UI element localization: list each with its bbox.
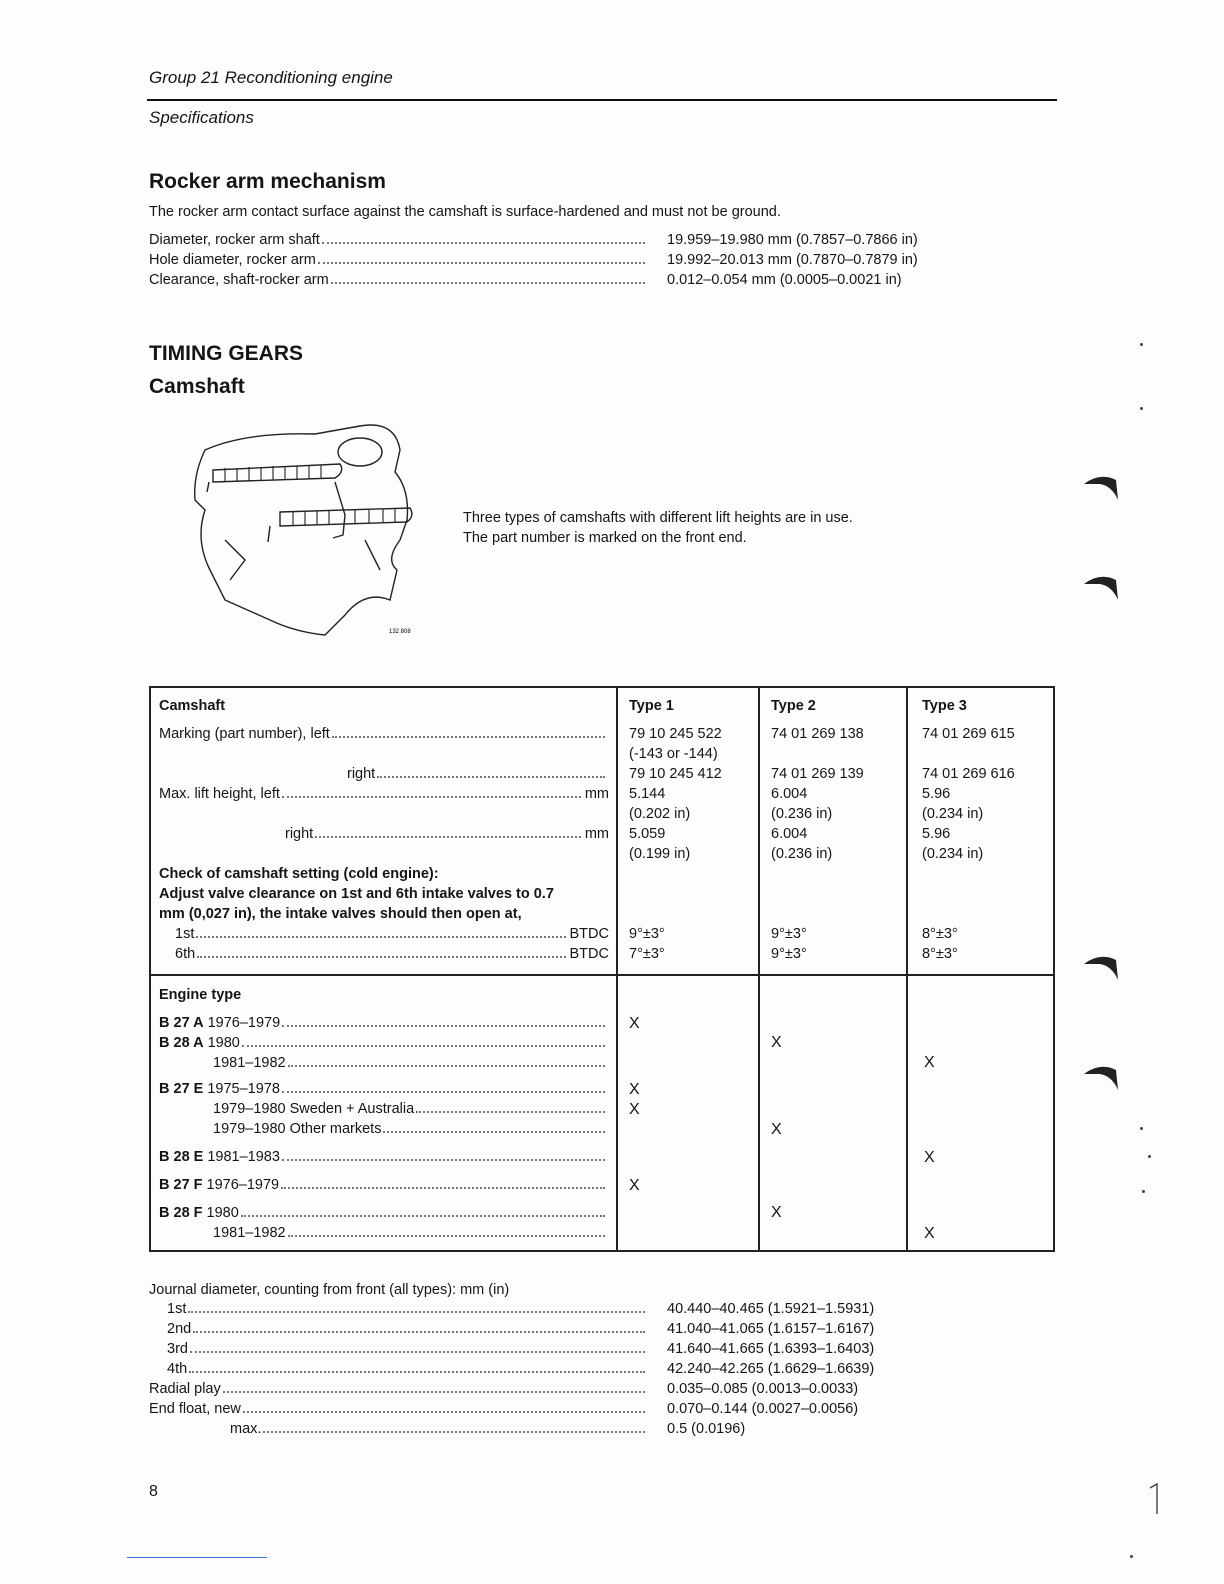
camshaft-heading: Camshaft xyxy=(149,375,245,398)
row-label: Max. lift height, left xyxy=(159,786,280,802)
engine-year: 1981–1982 xyxy=(213,1055,286,1071)
page-number: 8 xyxy=(149,1483,158,1500)
x-mark: X xyxy=(629,1177,640,1194)
spec-row xyxy=(149,1401,859,1421)
section-title: Specifications xyxy=(149,108,254,127)
footer-link-line xyxy=(127,1557,267,1558)
spec-row xyxy=(149,1341,875,1361)
rocker-spec-list xyxy=(149,232,918,292)
row-label: right xyxy=(347,766,376,782)
row-lift-left xyxy=(159,786,609,806)
lift-left-in-type1: (0.202 in) xyxy=(629,806,691,822)
camshaft-note-line2: The part number is marked on the front end. xyxy=(463,530,747,546)
spec-label: End float, new xyxy=(149,1401,241,1417)
engine-row xyxy=(213,1225,609,1245)
lift-left-type2: 6.004 xyxy=(771,786,808,802)
marking-right-type1: 79 10 245 412 xyxy=(629,766,722,782)
check-line3: mm (0,027 in), the intake valves should then open at, xyxy=(159,906,522,922)
engine-code: B 27 E xyxy=(159,1081,204,1097)
spec-row xyxy=(149,1321,875,1341)
spec-value: 19.992–20.013 mm (0.7870–0.7879 in) xyxy=(667,252,918,268)
col-header-type1: Type 1 xyxy=(629,698,674,714)
x-mark: X xyxy=(924,1225,935,1242)
spec-value: 42.240–42.265 (1.6629–1.6639) xyxy=(667,1361,875,1377)
x-mark: X xyxy=(629,1015,640,1032)
spec-row xyxy=(149,1361,875,1381)
engine-year: 1975–1978 xyxy=(207,1081,280,1097)
x-mark: X xyxy=(629,1101,640,1118)
timing-heading: TIMING GEARS xyxy=(149,342,304,365)
spec-value: 0.035–0.085 (0.0013–0.0033) xyxy=(667,1381,859,1397)
spec-row xyxy=(149,1421,746,1441)
marking-left-type3: 74 01 269 615 xyxy=(922,726,1015,742)
scan-speck xyxy=(1140,1127,1143,1130)
spec-value: 0.012–0.054 mm (0.0005–0.0021 in) xyxy=(667,272,902,288)
row-label: right xyxy=(285,826,314,842)
first-valve-type2: 9°±3° xyxy=(771,926,807,942)
lift-right-type3: 5.96 xyxy=(922,826,951,842)
row-first-valve xyxy=(175,926,609,946)
header-rule xyxy=(147,99,1057,101)
engine-row xyxy=(159,1035,609,1055)
lift-right-in-type3: (0.234 in) xyxy=(922,846,984,862)
spec-label: Clearance, shaft-rocker arm xyxy=(149,272,329,288)
spec-value: 0.070–0.144 (0.0027–0.0056) xyxy=(667,1401,859,1417)
rocker-heading: Rocker arm mechanism xyxy=(149,170,386,193)
engine-code: B 28 E xyxy=(159,1149,204,1165)
engine-row xyxy=(159,1177,609,1197)
figure-code: 132 808 xyxy=(389,629,411,635)
x-mark: X xyxy=(629,1081,640,1098)
engine-row xyxy=(159,1081,609,1101)
engine-year: 1980 xyxy=(206,1205,239,1221)
spec-label: Hole diameter, rocker arm xyxy=(149,252,316,268)
spec-label: Diameter, rocker arm shaft xyxy=(149,232,320,248)
first-valve-type1: 9°±3° xyxy=(629,926,665,942)
row-label: 6th xyxy=(175,946,196,962)
x-mark: X xyxy=(771,1034,782,1051)
sixth-valve-type2: 9°±3° xyxy=(771,946,807,962)
engine-code: B 28 A xyxy=(159,1035,204,1051)
journal-heading: Journal diameter, counting from front (all types): mm (in) xyxy=(149,1282,510,1298)
btdc-label: BTDC xyxy=(569,926,609,942)
group-title: Group 21 Reconditioning engine xyxy=(149,68,393,87)
scan-speck xyxy=(1130,1555,1133,1558)
col-header-type2: Type 2 xyxy=(771,698,816,714)
marking-left-type2: 74 01 269 138 xyxy=(771,726,864,742)
scan-speck xyxy=(1140,407,1143,410)
marking-right-type2: 74 01 269 139 xyxy=(771,766,864,782)
scan-speck xyxy=(1140,343,1143,346)
journal-spec-list xyxy=(149,1301,875,1441)
camshaft-note-line1: Three types of camshafts with different lift heights are in use. xyxy=(463,510,853,526)
spec-label: 1st xyxy=(167,1301,187,1317)
engine-code: B 27 F xyxy=(159,1177,203,1193)
row-marking-left xyxy=(159,726,609,746)
spec-label: Radial play xyxy=(149,1381,221,1397)
rocker-intro: The rocker arm contact surface against the camshaft is surface-hardened and must not be ground. xyxy=(149,204,781,220)
spec-value: 40.440–40.465 (1.5921–1.5931) xyxy=(667,1301,875,1317)
unit-label: mm xyxy=(584,826,609,842)
sixth-valve-type1: 7°±3° xyxy=(629,946,665,962)
engine-year: 1981–1982 xyxy=(213,1225,286,1241)
spec-row xyxy=(149,272,902,292)
engine-row xyxy=(213,1121,609,1141)
scan-speck xyxy=(1142,1190,1145,1193)
engine-row xyxy=(159,1015,609,1035)
btdc-label: BTDC xyxy=(569,946,609,962)
spec-label: max. xyxy=(230,1421,262,1437)
x-mark: X xyxy=(771,1204,782,1221)
scan-speck xyxy=(1148,1155,1151,1158)
unit-label: mm xyxy=(584,786,609,802)
engine-year: 1981–1983 xyxy=(207,1149,280,1165)
check-line1: Check of camshaft setting (cold engine): xyxy=(159,866,439,882)
spec-row xyxy=(149,1381,859,1401)
engine-row xyxy=(159,1205,609,1225)
engine-camshaft-illustration xyxy=(185,420,435,642)
marking-left-type1: 79 10 245 522 xyxy=(629,726,722,742)
engine-row xyxy=(213,1055,609,1075)
lift-left-in-type3: (0.234 in) xyxy=(922,806,984,822)
row-sixth-valve xyxy=(175,946,609,966)
engine-year: 1979–1980 Other markets xyxy=(213,1121,382,1137)
spec-row xyxy=(149,252,918,272)
x-mark: X xyxy=(924,1149,935,1166)
spec-value: 19.959–19.980 mm (0.7857–0.7866 in) xyxy=(667,232,918,248)
engine-code: B 27 A xyxy=(159,1015,204,1031)
marking-right-type3: 74 01 269 616 xyxy=(922,766,1015,782)
row-label: Marking (part number), left xyxy=(159,726,330,742)
spec-label: 4th xyxy=(167,1361,188,1377)
lift-right-in-type2: (0.236 in) xyxy=(771,846,833,862)
spec-label: 3rd xyxy=(167,1341,188,1357)
lift-left-in-type2: (0.236 in) xyxy=(771,806,833,822)
scan-mark xyxy=(1148,1480,1162,1520)
engine-type-heading: Engine type xyxy=(159,987,242,1003)
engine-year: 1976–1979 xyxy=(206,1177,280,1193)
row-marking-right xyxy=(347,766,609,786)
spec-row xyxy=(149,1301,875,1321)
col-header-type3: Type 3 xyxy=(922,698,967,714)
spec-value: 0.5 (0.0196) xyxy=(667,1421,746,1437)
spec-value: 41.040–41.065 (1.6157–1.6167) xyxy=(667,1321,875,1337)
engine-year: 1980 xyxy=(207,1035,240,1051)
engine-row xyxy=(213,1101,609,1121)
engine-year: 1979–1980 Sweden + Australia xyxy=(213,1101,415,1117)
engine-code: B 28 F xyxy=(159,1205,203,1221)
first-valve-type3: 8°±3° xyxy=(922,926,958,942)
x-mark: X xyxy=(771,1121,782,1138)
camshaft-table xyxy=(149,686,1055,1252)
col-header-camshaft: Camshaft xyxy=(159,698,226,714)
sixth-valve-type3: 8°±3° xyxy=(922,946,958,962)
spec-row xyxy=(149,232,918,252)
spec-label: 2nd xyxy=(167,1321,192,1337)
x-mark: X xyxy=(924,1054,935,1071)
lift-right-in-type1: (0.199 in) xyxy=(629,846,691,862)
scan-artifacts xyxy=(1080,470,1130,1130)
row-label: 1st xyxy=(175,926,195,942)
row-lift-right xyxy=(285,826,609,846)
check-line2: Adjust valve clearance on 1st and 6th intake valves to 0.7 xyxy=(159,886,554,902)
engine-row xyxy=(159,1149,609,1169)
marking-left-extra: (-143 or -144) xyxy=(629,746,718,762)
spec-value: 41.640–41.665 (1.6393–1.6403) xyxy=(667,1341,875,1357)
engine-year: 1976–1979 xyxy=(207,1015,281,1031)
lift-left-type3: 5.96 xyxy=(922,786,951,802)
lift-left-type1: 5.144 xyxy=(629,786,666,802)
lift-right-type2: 6.004 xyxy=(771,826,808,842)
lift-right-type1: 5.059 xyxy=(629,826,666,842)
